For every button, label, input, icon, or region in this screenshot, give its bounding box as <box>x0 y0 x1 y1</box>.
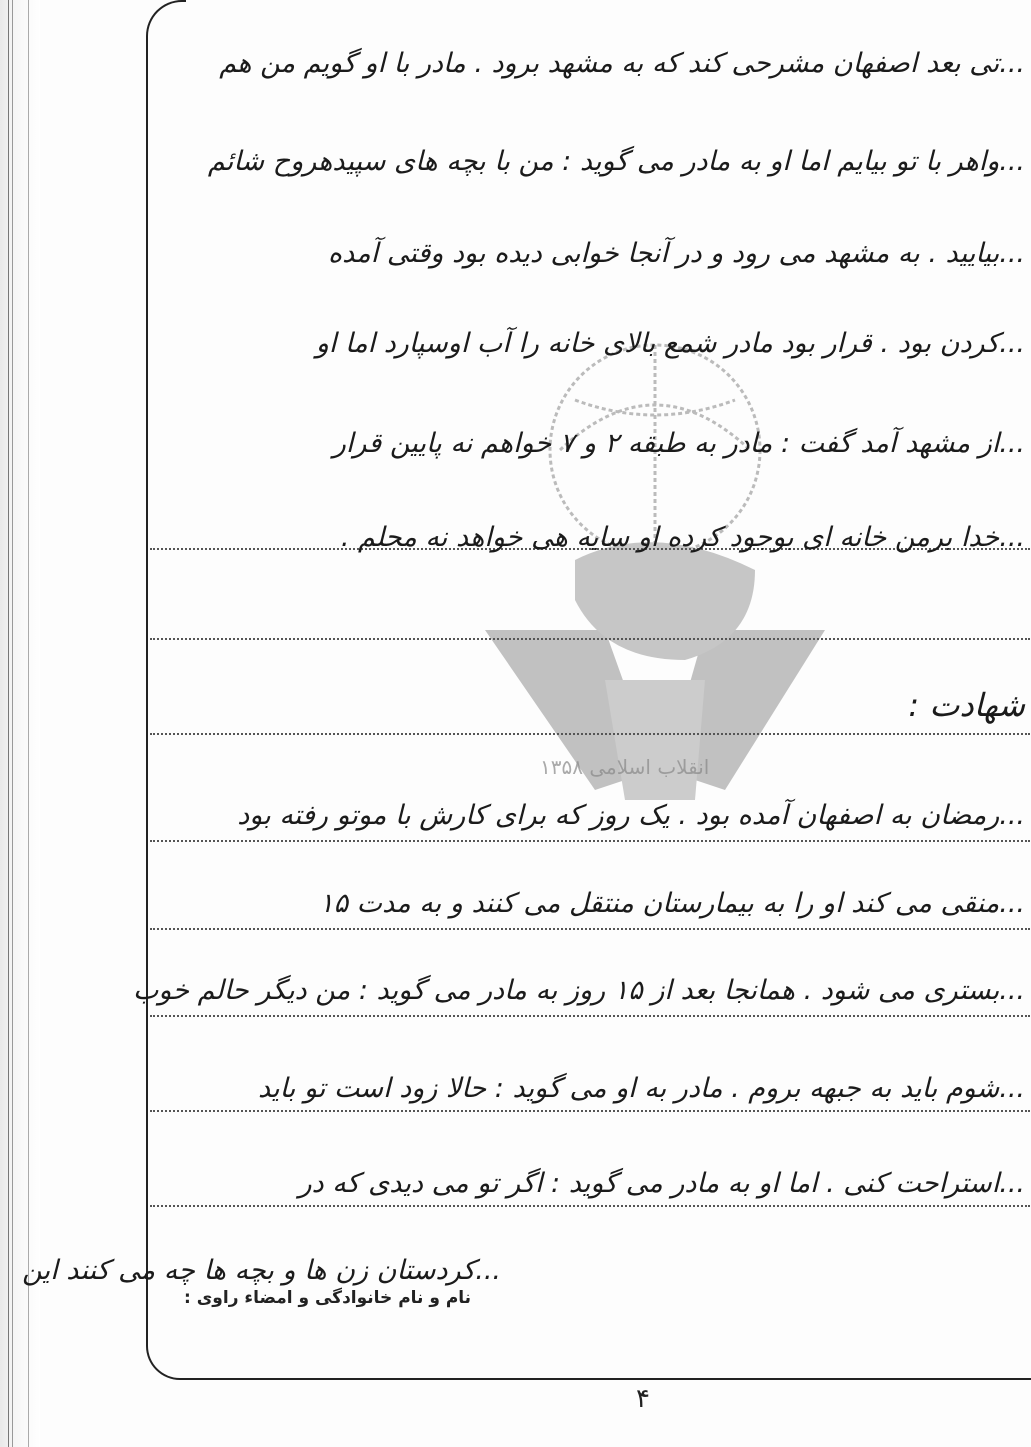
handwritten-line-7: ...رمضان به اصفهان آمده بود . یک روز که برای کارش با موتو رفته بود <box>237 800 1025 831</box>
handwritten-line-12: ...کردستان زن ها و بچه ها چه می کنند این <box>22 1255 501 1286</box>
handwritten-line-1: ...تی بعد اصفهان مشرحی کند که به مشهد برود . مادر با او گویم من هم <box>219 48 1025 79</box>
ruled-line <box>150 1015 1030 1017</box>
ruled-line <box>150 928 1030 930</box>
binder-line-2 <box>12 0 13 1447</box>
binder-line-3 <box>28 0 29 1447</box>
ruled-line <box>150 1110 1030 1112</box>
handwritten-line-5: ...از مشهد آمد گفت : مادر به طبقه ۲ و ۷ خواهم نه پایین قرار <box>332 428 1025 459</box>
handwritten-line-6: ...خدا برمن خانه ای بوجود کرده او سایه هی خواهد نه محلم . <box>340 522 1025 553</box>
binder-line-1 <box>8 0 9 1447</box>
handwritten-line-10: ...شوم باید به جبهه بروم . مادر به او می گوید : حالا زود است تو باید <box>257 1073 1025 1104</box>
handwritten-line-4: ...کردن بود . قرار بود مادر شمع بالای خانه را آب اوسپارد اما او <box>315 328 1025 359</box>
ruled-line <box>150 638 1030 640</box>
ruled-line <box>150 840 1030 842</box>
stamp-text: انقلاب اسلامی ۱۳۵۸ <box>540 755 710 779</box>
handwritten-line-9: ...بستری می شود . همانجا بعد از ۱۵ روز به مادر می گوید : من دیگر حالم خوب <box>132 975 1025 1006</box>
binder-edge <box>0 0 40 1447</box>
handwritten-line-8: ...منقی می کند او را به بیمارستان منتقل می کنند و به مدت ۱۵ <box>319 888 1025 919</box>
page-number: ۴ <box>636 1384 650 1414</box>
emblem-stamp-icon <box>455 300 835 820</box>
handwritten-line-3: ...بیایید . به مشهد می رود و در آنجا خوابی دیده بود وقتی آمده <box>327 238 1025 269</box>
ruled-line <box>150 1205 1030 1207</box>
frame-left-border <box>146 40 148 1302</box>
frame-corner-bottom <box>146 1300 1031 1380</box>
section-heading: شهادت : <box>908 686 1025 724</box>
ruled-line <box>150 733 1030 735</box>
handwritten-line-11: ...استراحت کنی . اما او به مادر می گوید : اگر تو می دیدی که در <box>298 1168 1025 1199</box>
narrator-signature-label: نام و نام خانوادگی و امضاء راوی : <box>184 1288 472 1308</box>
handwritten-line-2: ...واهر با تو بیایم اما او به مادر می گوید : من با بچه های سپیدهروح شائم <box>207 146 1025 177</box>
